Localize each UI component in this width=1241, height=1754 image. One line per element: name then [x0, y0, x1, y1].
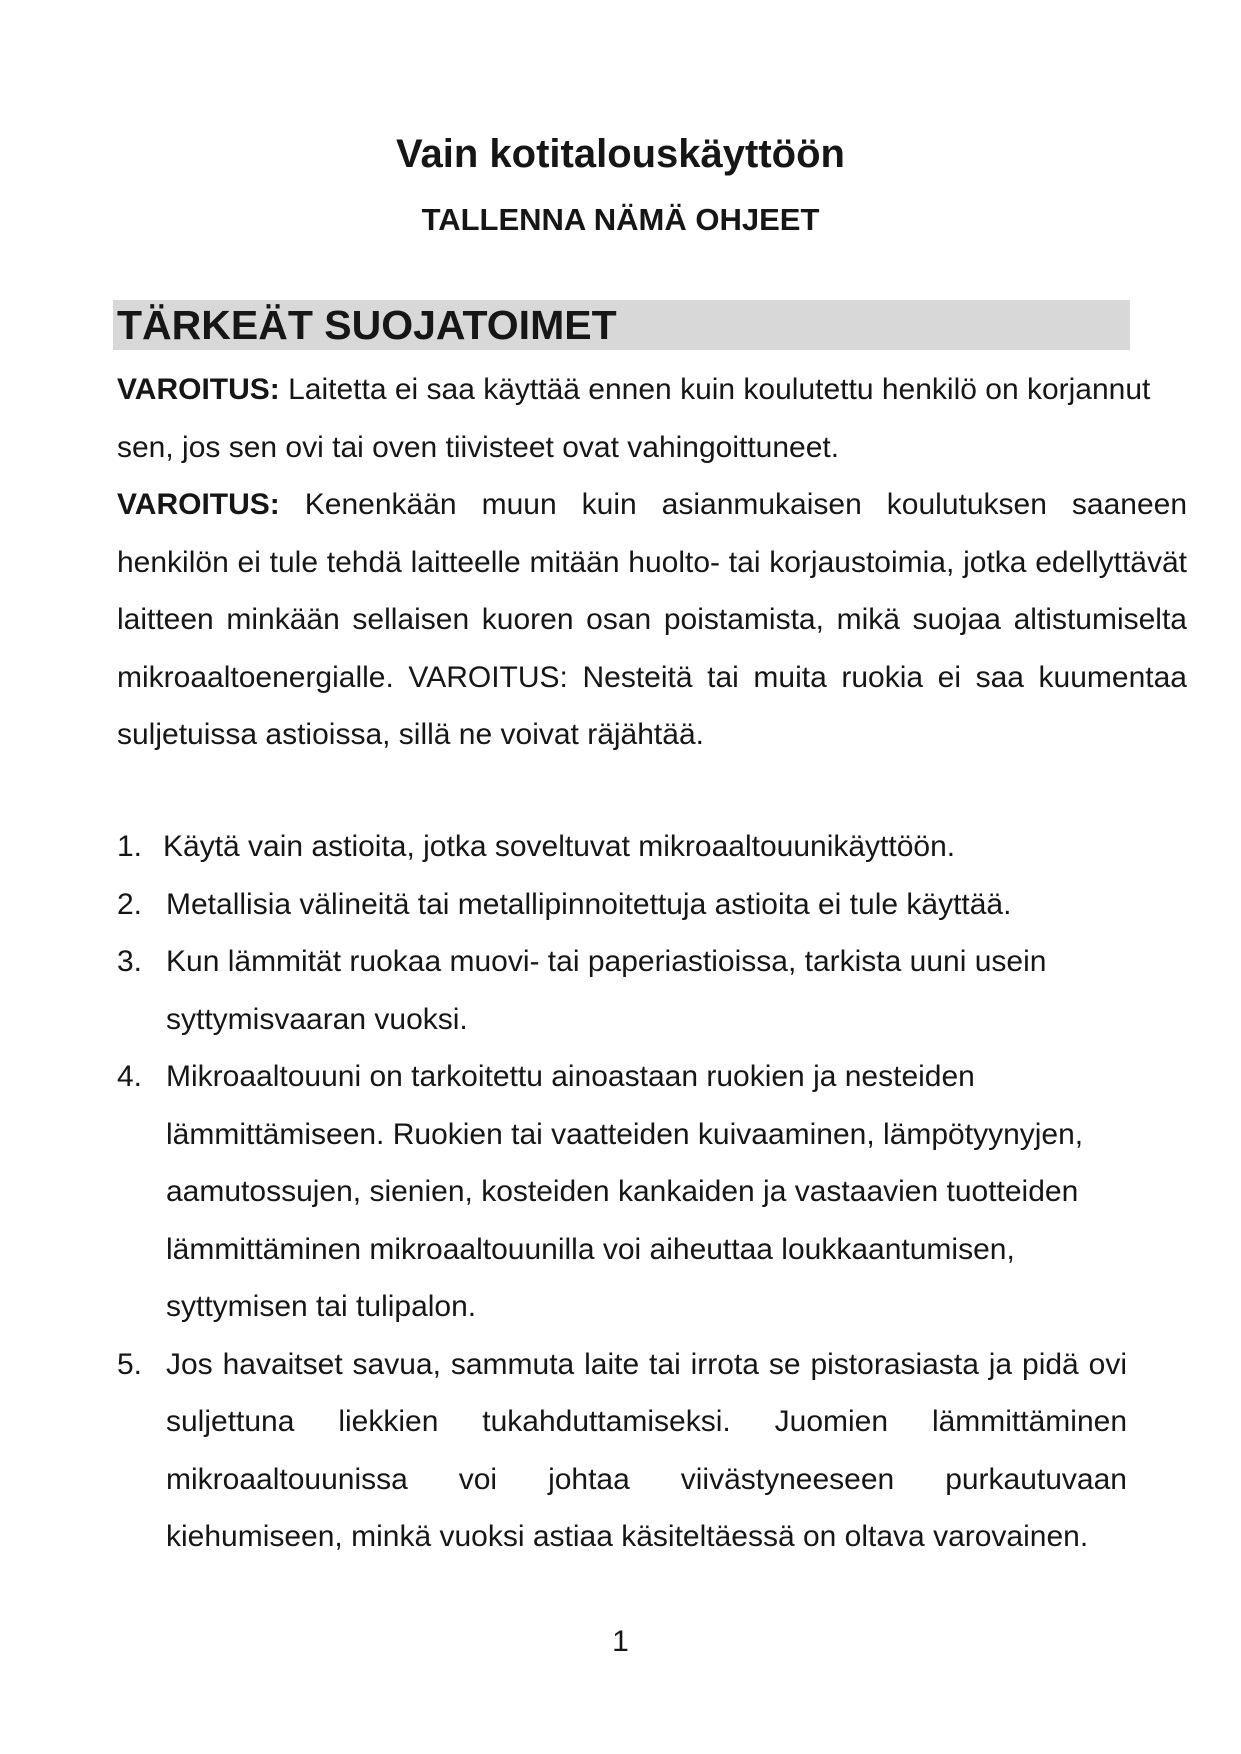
- page-number: 1: [612, 1625, 629, 1658]
- warning-text: Kenenkään muun kuin asianmukaisen koulutuksen saaneen henkilön ei tule tehdä laitteelle mitään huolto- tai korjaustoimia, jotka edellyttävät laitteen minkään sellaisen kuoren osan poistamista, mikä suojaa altistumiselta mikroaaltoenergialle. VAROITUS: Nesteitä tai muita ruokia ei saa kuumentaa suljetuissa astioissa, sillä ne voivat räjähtää.: [117, 488, 1187, 751]
- list-item-number: 3.: [117, 945, 143, 978]
- list-item-number: 5.: [117, 1347, 143, 1381]
- list-item: [117, 876, 1127, 934]
- page-subtitle: TALLENNA NÄMÄ OHJEET: [421, 202, 820, 237]
- list-item-number: 2.: [117, 887, 143, 921]
- list-item: [117, 1048, 1127, 1336]
- list-item-text: Metallisia välineitä tai metallipinnoitettuja astioita ei tule käyttää.: [166, 887, 1012, 921]
- warning-text: Laitetta ei saa käyttää ennen kuin koulutettu henkilö on korjannut sen, jos sen ovi tai oven tiivisteet ovat vahingoittuneet.: [117, 373, 1151, 464]
- list-item: [117, 818, 1127, 876]
- warning-label: VAROITUS:: [117, 373, 280, 406]
- list-item-number: 1.: [117, 830, 143, 863]
- list-item-text: Mikroaaltouuni on tarkoitettu ainoastaan ruokien ja nesteiden lämmittämiseen. Ruokien tai vaatteiden kuivaaminen, lämpötyynyjen, aamutossujen, sienien, kosteiden kankaiden ja vastaavien tuotteiden lämmittäminen mikroaaltouunilla voi aiheuttaa loukkaantumisen, syttymisen tai tulipalon.: [166, 1060, 1084, 1323]
- list-item: [117, 1336, 1127, 1566]
- list-item-text: Kun lämmität ruokaa muovi- tai paperiastioissa, tarkista uuni usein syttymisvaaran vuoksi.: [166, 945, 1047, 1036]
- warning-paragraph: [117, 361, 1187, 476]
- section-heading: TÄRKEÄT SUOJATOIMET: [113, 300, 1130, 350]
- safety-rules-list: [117, 818, 1127, 1566]
- page-title: Vain kotitalouskäyttöön: [396, 132, 845, 176]
- list-item-text: Jos havaitset savua, sammuta laite tai irrota se pistorasiasta ja pidä ovi suljettuna liekkien tukahduttamiseksi. Juomien lämmittäminen mikroaaltouunissa voi johtaa viivästyneeseen purkautuvaan kiehumiseen, minkä vuoksi astiaa käsiteltäessä on oltava varovainen.: [166, 1347, 1127, 1553]
- list-item-text: Käytä vain astioita, jotka soveltuvat mikroaaltouunikäyttöön.: [163, 830, 956, 863]
- list-item-number: 4.: [117, 1060, 143, 1093]
- warning-paragraph: [117, 476, 1187, 764]
- list-item: [117, 933, 1127, 1048]
- warning-label: VAROITUS:: [117, 488, 280, 521]
- warnings-block: [117, 361, 1187, 764]
